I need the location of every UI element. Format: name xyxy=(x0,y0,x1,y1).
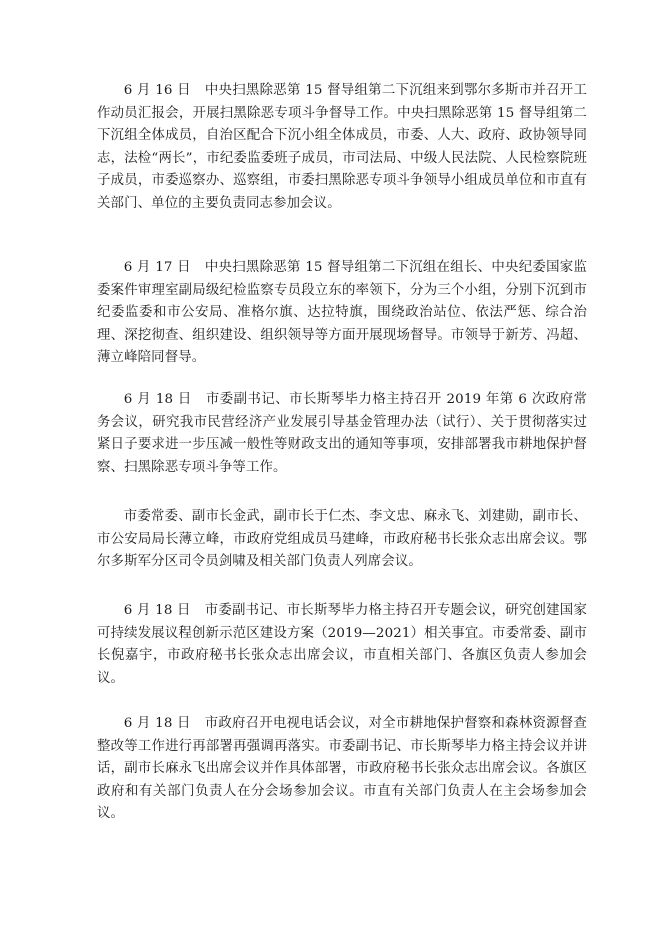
entry-text: 中央扫黑除恶第 15 督导组第二下沉组在组长、中央纪委国家监委案件审理室副局级纪检监察专员段立东的率领下，分为三个小组，分别下沉到市纪委监委和市公安局、准格尔旗、达拉特旗，围绕政治站位、依法严惩、综合治理、深挖彻查、组织建设、组织领导等方面开展现场督导。市领导于新芳、冯超、薄立峰陪同督导。 xyxy=(97,260,587,365)
entry-date: 6 月 17 日 xyxy=(123,260,191,275)
entry-paragraph xyxy=(97,506,587,574)
entry-text: 市委副书记、市长斯琴毕力格主持召开专题会议，研究创建国家可持续发展议程创新示范区建设方案（2019—2021）相关事宜。市委常委、副市长倪嘉宇，市政府秘书长张众志出席会议，市直相关部门、各旗区负责人参加会议。 xyxy=(97,603,588,686)
entry-date: 6 月 18 日 xyxy=(123,392,192,407)
entry-date: 6 月 18 日 xyxy=(123,603,191,618)
entry-text: 市委副书记、市长斯琴毕力格主持召开 2019 年第 6 次政府常务会议，研究我市民营经济产业发展引导基金管理办法（试行）、关于贯彻落实过紧日子要求进一步压减一般性等财政支出的通知等事项，安排部署我市耕地保护督察、扫黑除恶专项斗争等工作。 xyxy=(97,392,588,475)
entry-text: 市政府召开电视电话会议，对全市耕地保护督察和森林资源督查整改等工作进行再部署再强调再落实。市委副书记、市长斯琴毕力格主持会议并讲话，副市长麻永飞出席会议并作具体部署，市政府秘书长张众志出席会议。各旗区政府和有关部门负责人在分会场参加会议。市直有关部门负责人在主会场参加会议。 xyxy=(97,716,588,821)
entry-text: 市委常委、副市长金武，副市长于仁杰、李文忠、麻永飞、刘建勋，副市长、市公安局局长薄立峰，市政府党组成员马建峰，市政府秘书长张众志出席会议。鄂尔多斯军分区司令员剑啸及相关部门负责人列席会议。 xyxy=(97,509,587,569)
entry-paragraph xyxy=(97,389,587,479)
entry-paragraph xyxy=(97,80,587,215)
entry-date: 6 月 16 日 xyxy=(123,83,191,98)
entry-paragraph xyxy=(97,713,587,826)
entry-date: 6 月 18 日 xyxy=(123,716,191,731)
entry-paragraph xyxy=(97,257,587,370)
entry-text: 中央扫黑除恶第 15 督导组第二下沉组来到鄂尔多斯市并召开工作动员汇报会，开展扫黑除恶专项斗争督导工作。中央扫黑除恶第 15 督导组第二下沉组全体成员，自治区配合下沉小组全体成员，市委、人大、政府、政协领导同志，法检“两长”，市纪委监委班子成员，市司法局、中级人民法院、人民检察院班子成员，市委巡察办、巡察组，市委扫黑除恶专项斗争领导小组成员单位和市直有关部门、单位的主要负责同志参加会议。 xyxy=(97,83,587,211)
entry-paragraph xyxy=(97,600,587,690)
